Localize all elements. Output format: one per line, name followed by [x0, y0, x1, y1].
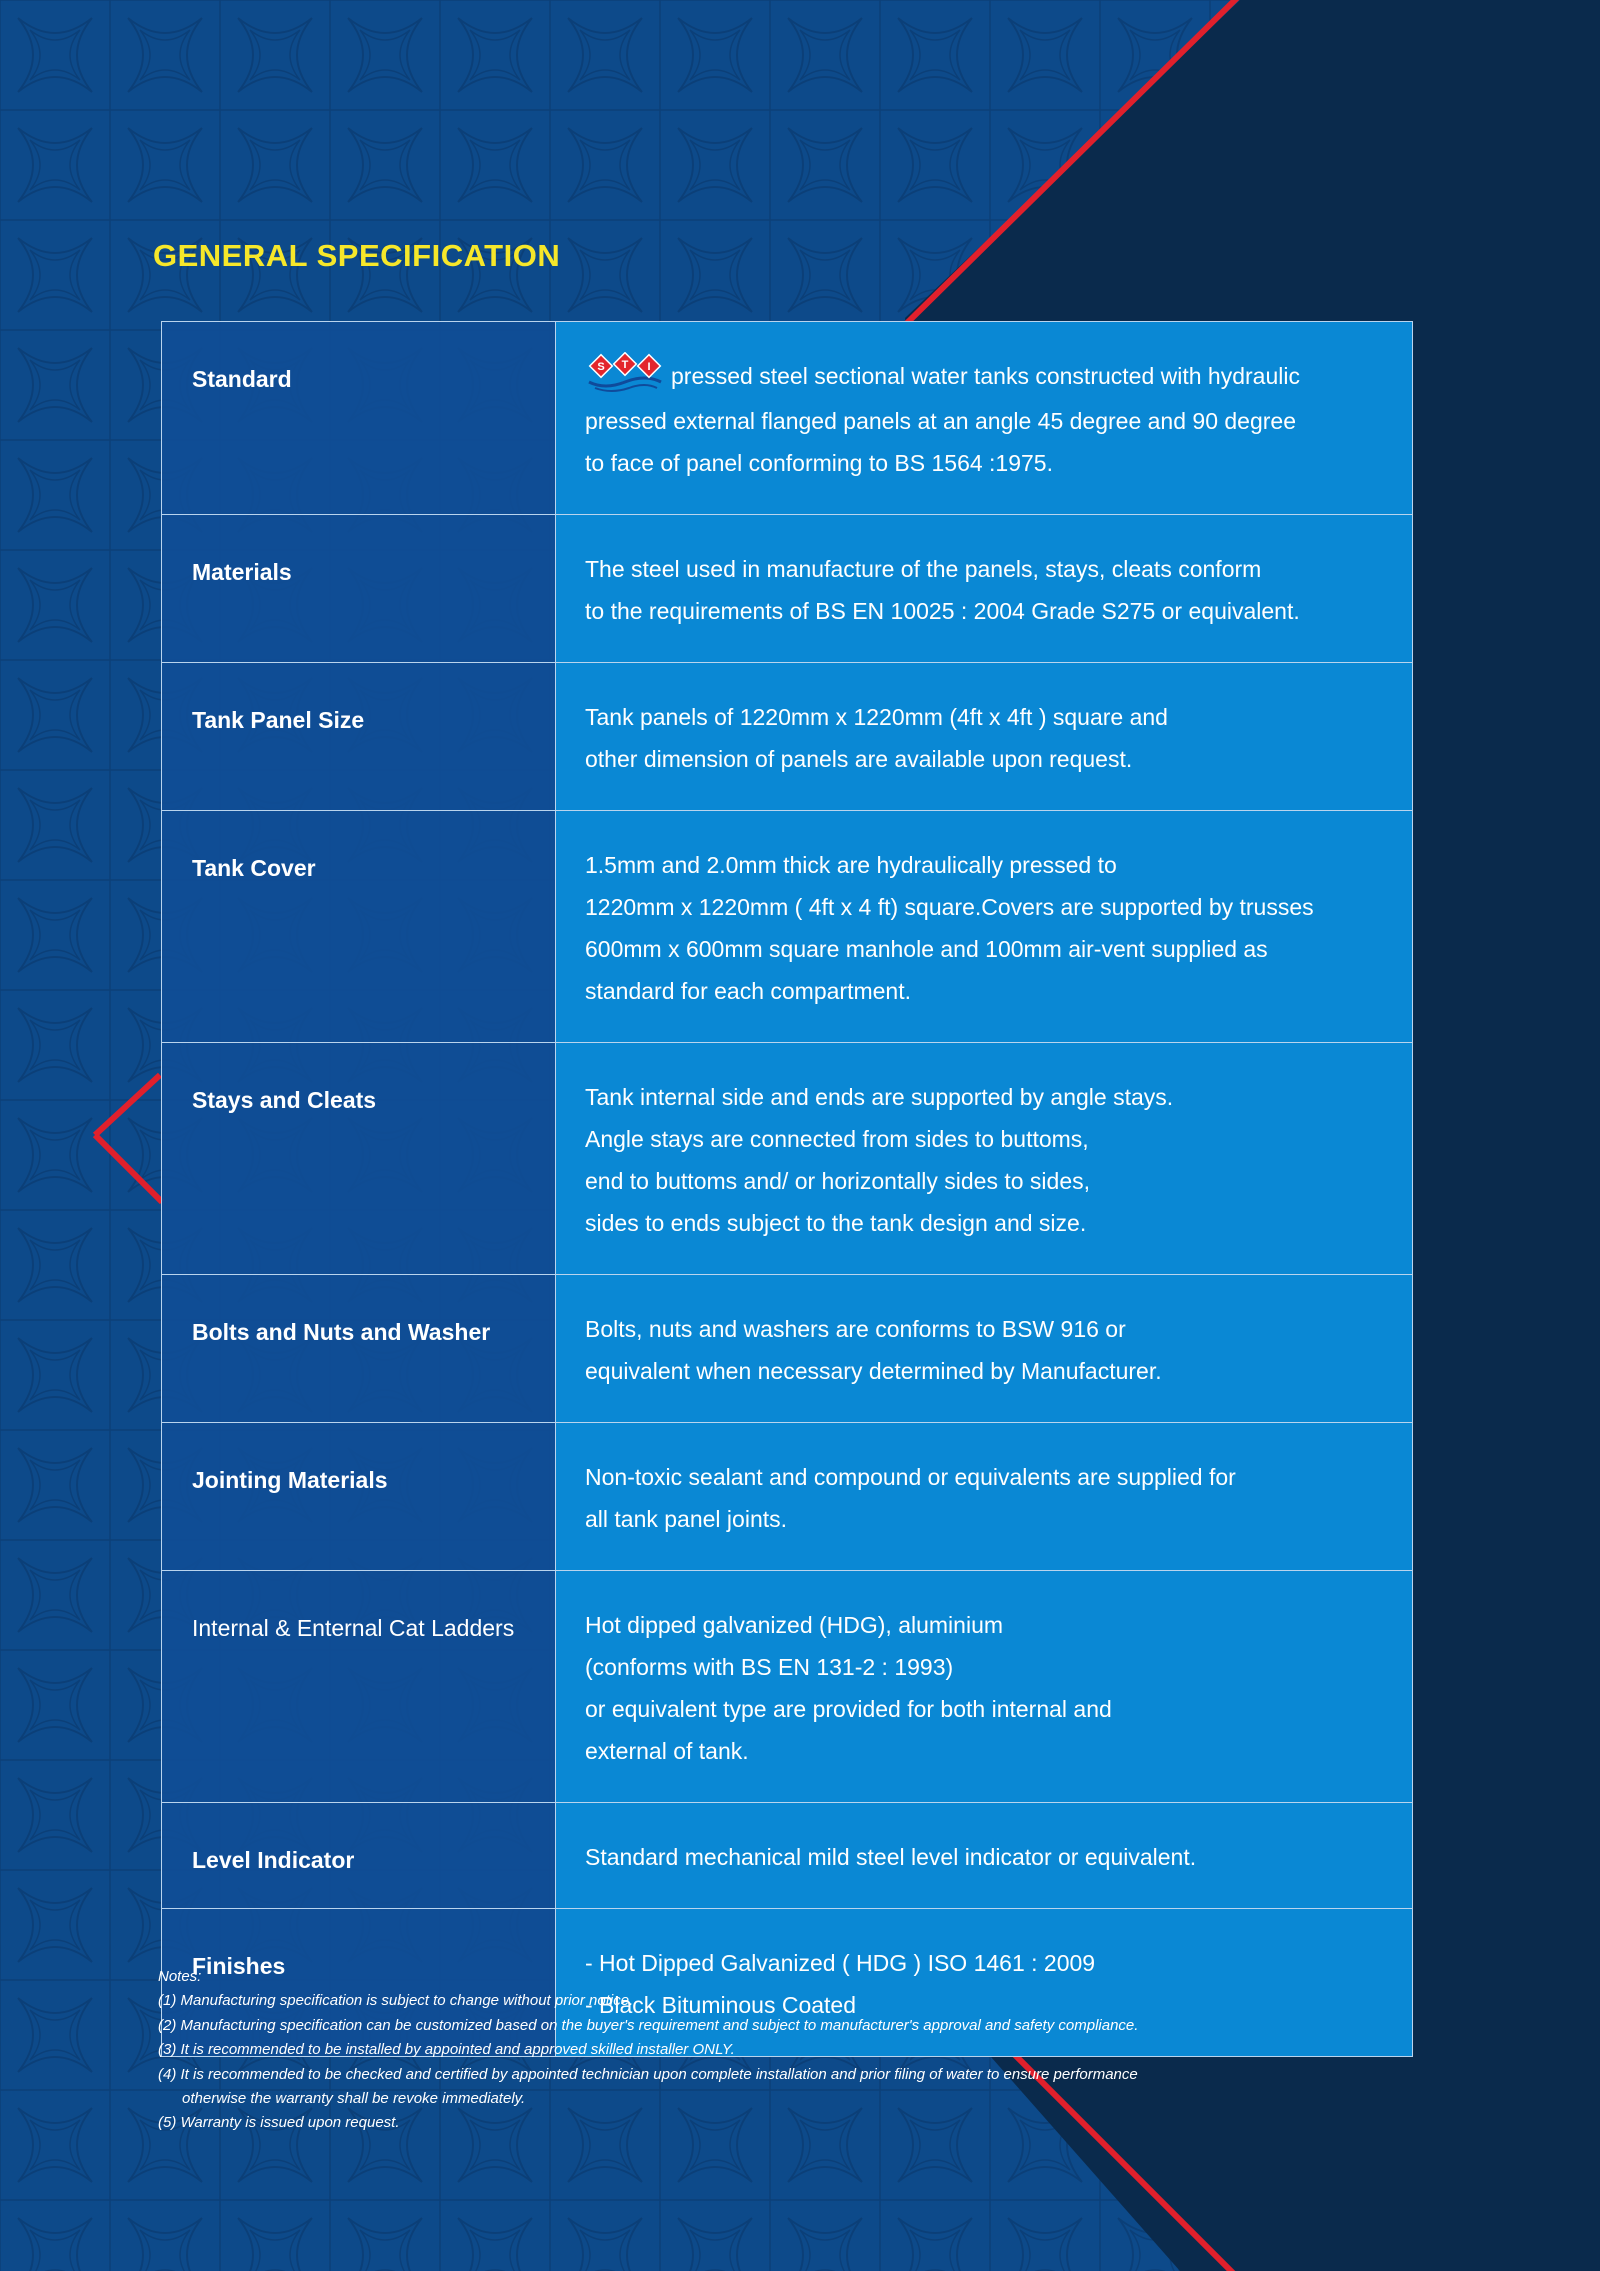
spec-value-line: end to buttoms and/ or horizontally sides to sides,: [585, 1167, 1091, 1194]
spec-value: [556, 662, 1413, 810]
spec-label: Internal & Enternal Cat Ladders: [162, 1570, 556, 1802]
spec-value-line: 600mm x 600mm square manhole and 100mm air-vent supplied as: [585, 935, 1268, 962]
spec-label: Stays and Cleats: [162, 1042, 556, 1274]
note-item: (2) Manufacturing specification can be customized based on the buyer's requirement and subject to manufacturer's approval and safety compliance.: [158, 2016, 1139, 2034]
spec-value-line: Tank internal side and ends are supported by angle stays.: [585, 1083, 1174, 1110]
spec-value-line: The steel used in manufacture of the panels, stays, cleats conform: [585, 555, 1262, 582]
logo-letter: T: [621, 358, 629, 371]
spec-label: Standard: [162, 322, 556, 515]
spec-value: [556, 1802, 1413, 1908]
sti-logo-icon: [585, 352, 665, 396]
spec-row: [162, 1042, 1413, 1274]
spec-value-line: Angle stays are connected from sides to buttoms,: [585, 1125, 1089, 1152]
spec-value: [556, 1274, 1413, 1422]
note-item-continued: otherwise the warranty shall be revoke immediately.: [182, 2090, 526, 2108]
spec-value-line: - Black Bituminous Coated: [585, 1991, 857, 2018]
spec-row: [162, 1570, 1413, 1802]
spec-row: [162, 1422, 1413, 1570]
spec-row: [162, 1802, 1413, 1908]
note-item: (3) It is recommended to be installed by appointed and approved skilled installer ONLY.: [158, 2041, 735, 2059]
spec-row: [162, 810, 1413, 1042]
spec-value: [556, 1422, 1413, 1570]
spec-value: [556, 810, 1413, 1042]
spec-label: Tank Cover: [162, 810, 556, 1042]
spec-value-line: all tank panel joints.: [585, 1505, 788, 1532]
page-title: GENERAL SPECIFICATION: [153, 238, 561, 273]
spec-value-line: 1220mm x 1220mm ( 4ft x 4 ft) square.Covers are supported by trusses: [585, 893, 1314, 920]
spec-value-line: standard for each compartment.: [585, 977, 911, 1004]
specification-table: [161, 321, 1413, 2057]
spec-row: [162, 322, 1413, 515]
spec-label: Jointing Materials: [162, 1422, 556, 1570]
spec-value-text: pressed steel sectional water tanks constructed with hydraulic: [671, 363, 1300, 389]
spec-value-line: other dimension of panels are available upon request.: [585, 745, 1133, 772]
spec-row: [162, 514, 1413, 662]
spec-label: Level Indicator: [162, 1802, 556, 1908]
notes-title: Notes:: [158, 1968, 202, 1985]
spec-value-line: to face of panel conforming to BS 1564 :1975.: [585, 449, 1053, 476]
notes-section: [158, 1965, 1138, 2136]
spec-row: [162, 662, 1413, 810]
specification-table-body: [162, 322, 1413, 2057]
spec-value-line: [585, 355, 1392, 400]
spec-label: Materials: [162, 514, 556, 662]
spec-value: [556, 322, 1413, 515]
note-item: (1) Manufacturing specification is subject to change without prior notice.: [158, 1992, 634, 2010]
spec-row: [162, 1274, 1413, 1422]
spec-value-line: sides to ends subject to the tank design and size.: [585, 1209, 1087, 1236]
spec-value-line: (conforms with BS EN 131-2 : 1993): [585, 1653, 954, 1680]
note-item: (4) It is recommended to be checked and certified by appointed technician upon complete installation and prior filing of water to ensure performance: [158, 2065, 1138, 2083]
spec-value-line: to the requirements of BS EN 10025 : 2004 Grade S275 or equivalent.: [585, 597, 1300, 624]
spec-value-line: Tank panels of 1220mm x 1220mm (4ft x 4ft ) square and: [585, 703, 1168, 730]
spec-value-line: Non-toxic sealant and compound or equivalents are supplied for: [585, 1463, 1236, 1490]
spec-value-line: or equivalent type are provided for both internal and: [585, 1695, 1112, 1722]
spec-value-line: equivalent when necessary determined by Manufacturer.: [585, 1357, 1162, 1384]
spec-value: [556, 1042, 1413, 1274]
spec-value-line: - Hot Dipped Galvanized ( HDG ) ISO 1461 : 2009: [585, 1949, 1096, 1976]
spec-value: [556, 514, 1413, 662]
spec-label: Bolts and Nuts and Washer: [162, 1274, 556, 1422]
logo-letter: I: [647, 360, 651, 373]
spec-value: [556, 1570, 1413, 1802]
spec-label: Tank Panel Size: [162, 662, 556, 810]
logo-letter: S: [597, 360, 605, 373]
note-item: (5) Warranty is issued upon request.: [158, 2114, 400, 2132]
spec-value-line: pressed external flanged panels at an angle 45 degree and 90 degree: [585, 407, 1296, 434]
spec-value-line: 1.5mm and 2.0mm thick are hydraulically pressed to: [585, 851, 1117, 878]
spec-value-line: Standard mechanical mild steel level indicator or equivalent.: [585, 1843, 1197, 1870]
spec-value-line: external of tank.: [585, 1737, 749, 1764]
spec-label: Finishes: [162, 1908, 556, 2056]
spec-value-line: Bolts, nuts and washers are conforms to BSW 916 or: [585, 1315, 1126, 1342]
spec-value-line: Hot dipped galvanized (HDG), aluminium: [585, 1611, 1004, 1638]
